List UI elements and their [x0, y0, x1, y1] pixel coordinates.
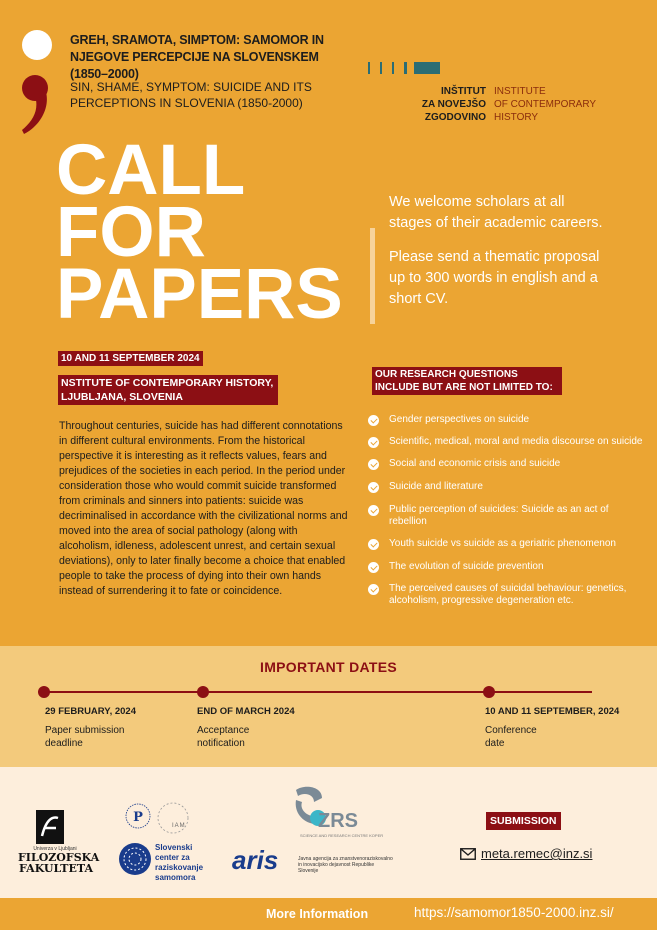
- event-place-badge: NSTITUTE OF CONTEMPORARY HISTORY, LJUBLJANA, SLOVENIA: [58, 375, 278, 405]
- event-date-badge: 10 AND 11 SEPTEMBER 2024: [58, 351, 203, 366]
- research-questions-list: [368, 414, 643, 607]
- list-item: Gender perspectives on suicide: [368, 414, 643, 426]
- welcome-divider: [370, 228, 375, 324]
- call-for-papers-heading: CALL FOR PAPERS: [56, 131, 343, 334]
- institute-name-english: INSTITUTE OF CONTEMPORARY HISTORY: [494, 86, 596, 123]
- filozofska-fakulteta-logo: [36, 810, 64, 844]
- title-slovenian: GREH, SRAMOTA, SIMPTOM: SAMOMOR IN NJEGOVE PERCEPCIJE NA SLOVENSKEM (1850–2000): [70, 33, 324, 81]
- list-item: Scientific, medical, moral and media discourse on suicide: [368, 436, 643, 448]
- scrs-logo: [118, 842, 152, 876]
- envelope-icon: [460, 848, 476, 860]
- check-icon: [368, 482, 379, 493]
- list-item: Public perception of suicides: Suicide as an act of rebellion: [368, 504, 643, 528]
- check-icon: [368, 562, 379, 573]
- list-item: Youth suicide vs suicide as a geriatric phenomenon: [368, 538, 643, 550]
- check-icon: [368, 539, 379, 550]
- check-icon: [368, 459, 379, 470]
- university-primorska-logo: [125, 803, 151, 829]
- institute-name-slovenian: INŠTITUT ZA NOVEJŠO ZGODOVINO: [421, 86, 486, 123]
- submission-badge: SUBMISSION: [486, 812, 561, 830]
- zrs-name: ZRS: [318, 810, 358, 832]
- date-entry-conference: 10 AND 11 SEPTEMBER, 2024 Conference date: [485, 706, 620, 749]
- aris-description: Javna agencija za znanstvenoraziskovalno in inovacijsko dejavnost Republike Slovenije: [298, 856, 393, 874]
- timeline-dot: [483, 686, 495, 698]
- date-entry-submission: 29 FEBRUARY, 2024 Paper submission deadline: [45, 706, 136, 749]
- check-icon: [368, 415, 379, 426]
- comma-logo-mark: [18, 74, 52, 136]
- check-icon: [368, 584, 379, 595]
- institute-logo-bars: [368, 62, 440, 74]
- iam-text: IAM: [172, 823, 186, 829]
- list-item: Suicide and literature: [368, 481, 643, 493]
- timeline-dot: [38, 686, 50, 698]
- list-item: Social and economic crisis and suicide: [368, 458, 643, 470]
- date-entry-acceptance: END OF MARCH 2024 Acceptance notification: [197, 706, 295, 749]
- timeline-line: [42, 691, 592, 693]
- check-icon: [368, 437, 379, 448]
- timeline-dot: [197, 686, 209, 698]
- more-information-label: More Information: [266, 907, 369, 921]
- list-item: The evolution of suicide prevention: [368, 561, 643, 573]
- website-link[interactable]: https://samomor1850-2000.inz.si/: [414, 905, 614, 920]
- zrs-subtitle: SCIENCE AND RESEARCH CENTRE KOPER: [300, 833, 384, 838]
- circle-logo-mark: [22, 30, 52, 60]
- welcome-text: We welcome scholars at all stages of their academic careers. Please send a thematic proposal up to 300 words in english and a short CV.: [389, 194, 603, 307]
- list-item: The perceived causes of suicidal behaviour: genetics, alcoholism, progressive degeneration etc.: [368, 583, 643, 607]
- ff-name: FILOZOFSKA FAKULTETA: [18, 851, 100, 875]
- aris-logo: aris: [232, 845, 279, 875]
- ff-university-text: Univerza v Ljubljani: [33, 846, 77, 852]
- email-link[interactable]: meta.remec@inz.si: [481, 846, 593, 861]
- check-icon: [368, 505, 379, 516]
- title-english: SIN, SHAME, SYMPTOM: SUICIDE AND ITS PERCEPTIONS IN SLOVENIA (1850-2000): [70, 80, 312, 110]
- scrs-name: Slovenski center za raziskovanje samomora: [155, 843, 204, 882]
- description-paragraph: Throughout centuries, suicide has had different connotations in different cultural environments. From the historical perspective it is interesting as it reflects values, fears and prejudices of the societies in each period. In the period under consideration those who would commit suicide transformed from criminals and sinners into patients: suicide was decriminalised in accordance with the civilizational norms and moved into the area of social pathology (along with alcoholism, idleness, adolescent unrest, and certain sexual deviations), only to later finally become a choice that enabled people to take the process of dying into their own hands instead of surrendering it to fate or coincidence.: [59, 420, 348, 597]
- important-dates-title: IMPORTANT DATES: [260, 659, 397, 675]
- research-questions-heading: OUR RESEARCH QUESTIONS INCLUDE BUT ARE NOT LIMITED TO:: [372, 367, 562, 395]
- submission-email[interactable]: [460, 846, 592, 862]
- svg-text:P: P: [133, 810, 143, 825]
